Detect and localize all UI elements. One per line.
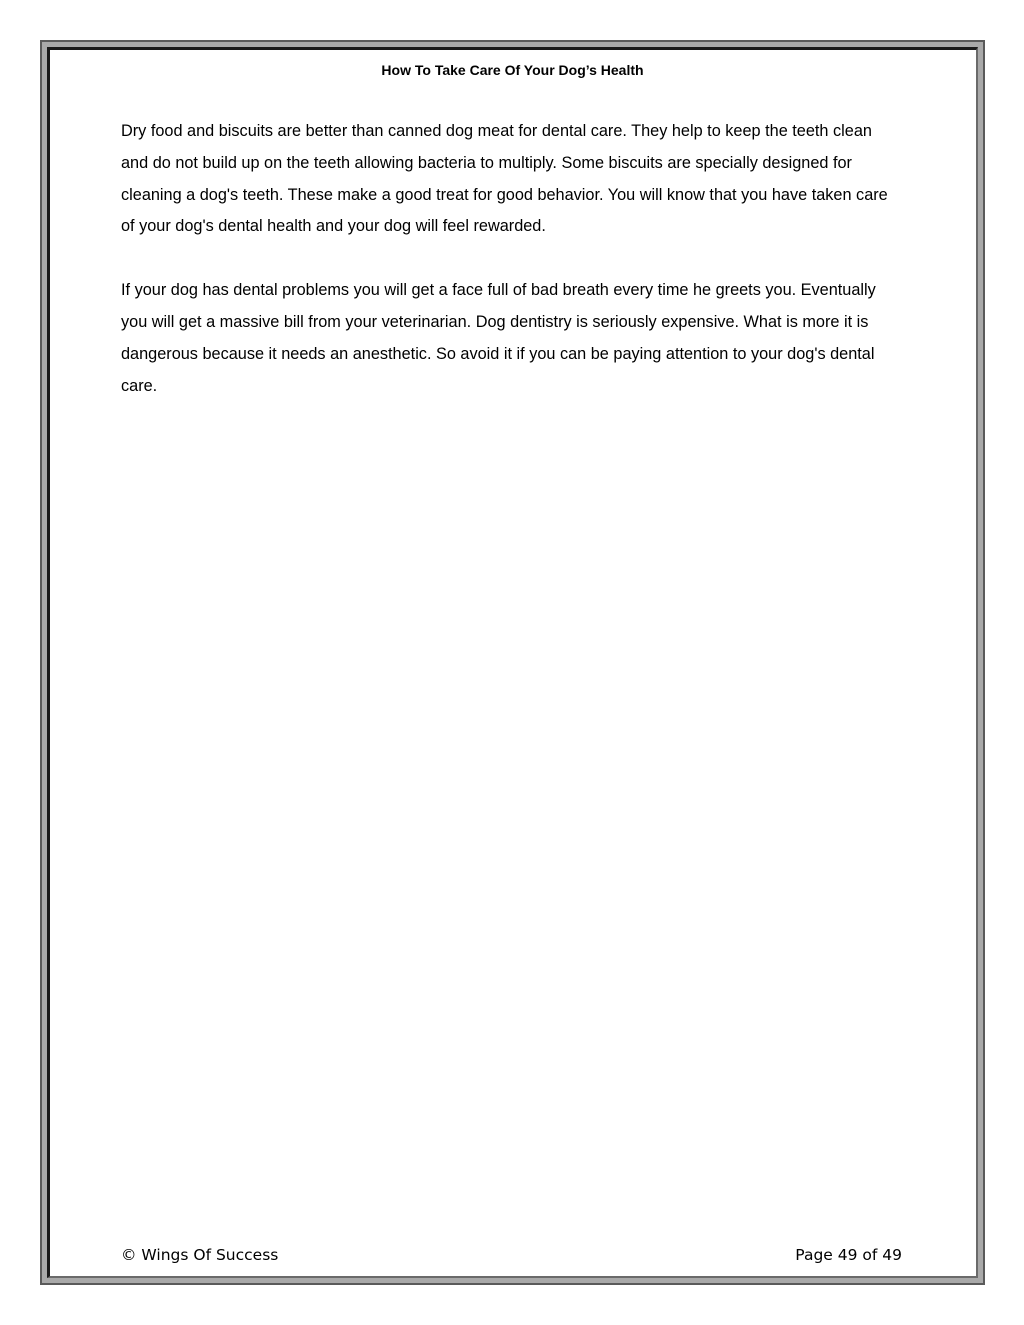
footer-copyright: © Wings Of Success: [121, 1246, 279, 1264]
document-body: [121, 116, 896, 434]
page-header-title: How To Take Care Of Your Dog’s Health: [381, 62, 644, 78]
paragraph: Dry food and biscuits are better than canned dog meat for dental care. They help to keep the teeth clean and do not build up on the teeth allowing bacteria to multiply. Some biscuits are specially designed for cleaning a dog's teeth. These make a good treat for good behavior. You will know that you have taken care of your dog's dental health and your dog will feel rewarded.: [121, 122, 888, 236]
paragraph: If your dog has dental problems you will get a face full of bad breath every time he greets you. Eventually you will get a massive bill from your veterinarian. Dog dentistry is seriously expensive. What is more it is dangerous because it needs an anesthetic. So avoid it if you can be paying attention to your dog's dental care.: [121, 281, 876, 395]
footer-page-number: Page 49 of 49: [795, 1246, 902, 1264]
